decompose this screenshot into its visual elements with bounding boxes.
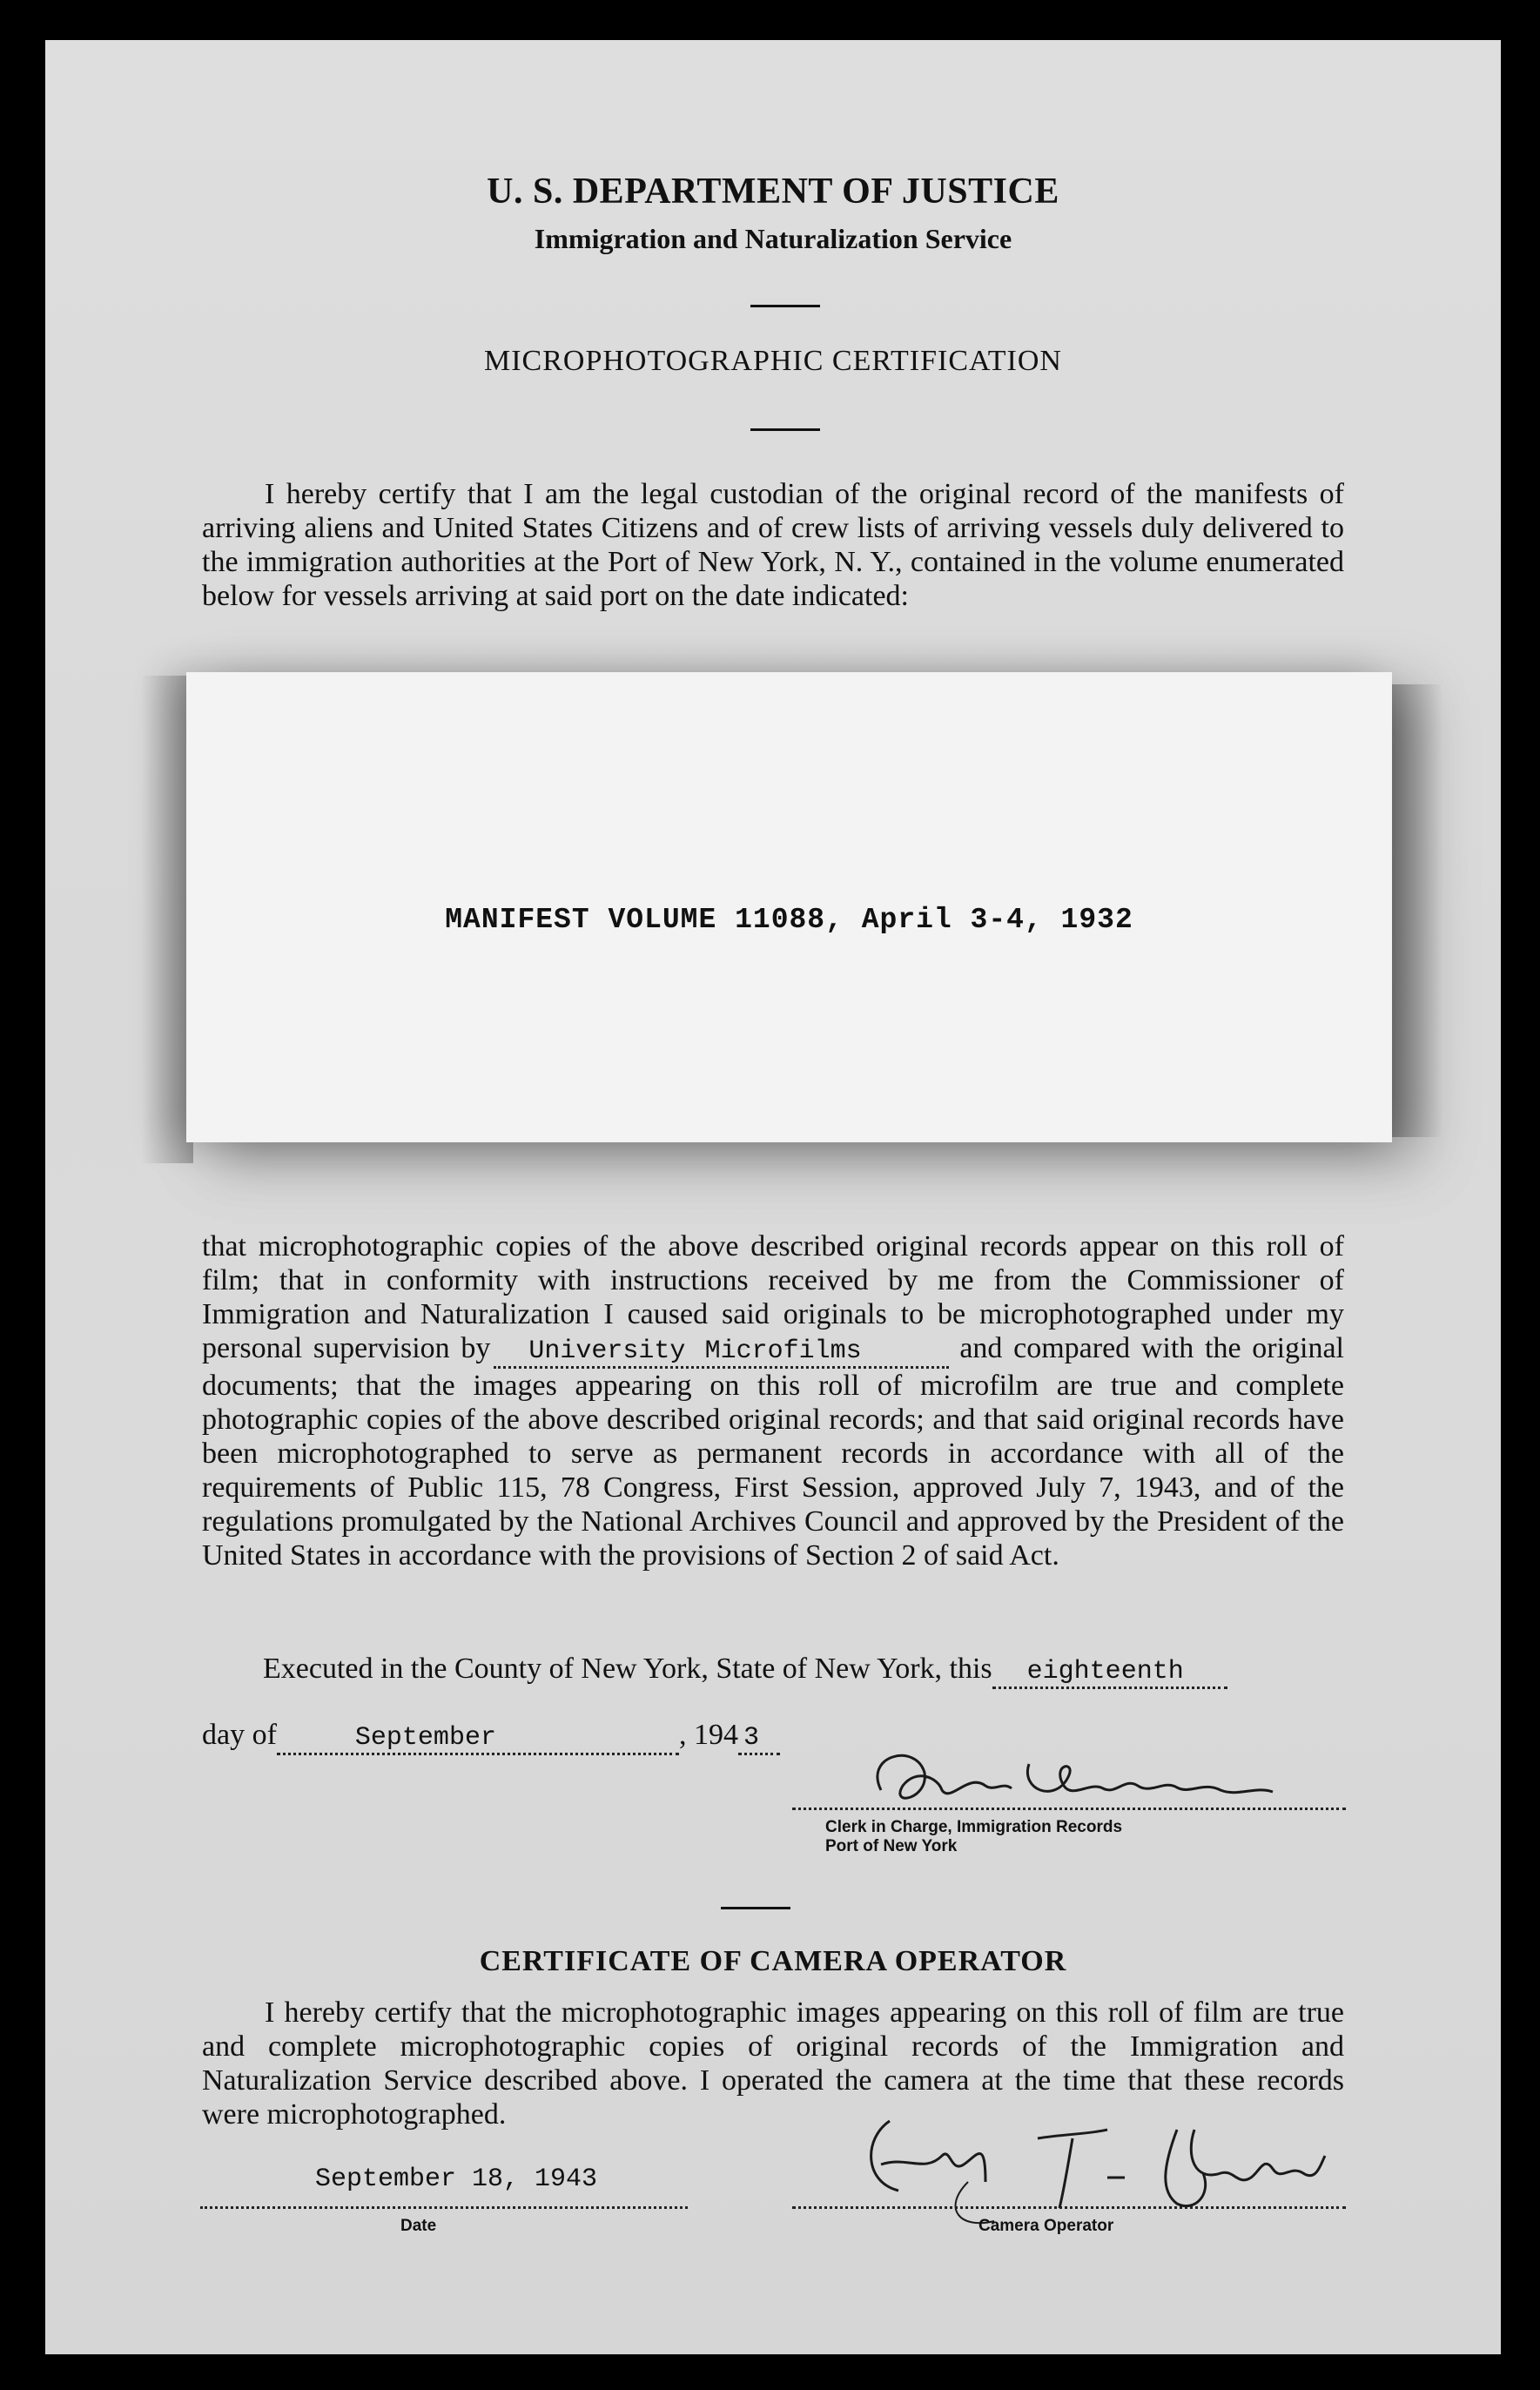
- title-divider: [750, 428, 820, 431]
- document-page: [45, 40, 1501, 2354]
- operator-date-line: [200, 2206, 688, 2209]
- year-digit-fill: 3: [738, 1723, 780, 1755]
- service-subheading: Immigration and Naturalization Service: [534, 223, 1012, 254]
- card-shadow: [1390, 684, 1442, 1137]
- day-of-label: day of: [202, 1719, 277, 1751]
- executed-text: Executed in the County of New York, State of New York, this: [263, 1653, 992, 1685]
- body-text-part1: that microphotographic copies of the above described original records appear on this roll of film; that in conformity with instructions received by me from the Commissioner of Immigration and Naturalization I caused said originals to be microphotographed under my personal supervision by: [202, 1230, 1344, 1364]
- clerk-title-line1: Clerk in Charge, Immigration Records: [825, 1818, 1123, 1836]
- section-divider: [721, 1907, 790, 1909]
- clerk-signature: [855, 1738, 1308, 1816]
- month-fill: September: [277, 1723, 679, 1755]
- operator-label: Camera Operator: [978, 2217, 1114, 2235]
- camera-operator-title: CERTIFICATE OF CAMERA OPERATOR: [479, 1945, 1067, 1977]
- header-divider: [750, 305, 820, 307]
- operator-signature: [846, 2104, 1334, 2234]
- clerk-title: [825, 1818, 1122, 1856]
- body-paragraph: [202, 1229, 1344, 1572]
- intro-paragraph: I hereby certify that I am the legal custodian of the original record of the manifests of arriving aliens and United States Citizens and of crew lists of arriving vessels duly delivered to the immigration authorities at the Port of New York, N. Y., contained in the volume enumerated below for vessels arriving at said port on the date indicated:: [202, 478, 1344, 612]
- clerk-title-line2: Port of New York: [825, 1837, 958, 1855]
- operator-date-fill: September 18, 1943: [315, 2164, 598, 2194]
- certification-title: MICROPHOTOGRAPHIC CERTIFICATION: [483, 345, 1062, 377]
- manifest-card: [186, 672, 1392, 1142]
- department-heading: U. S. DEPARTMENT OF JUSTICE: [487, 172, 1059, 212]
- manifest-volume-label: MANIFEST VOLUME 11088, April 3-4, 1932: [445, 904, 1133, 936]
- date-line: [202, 1719, 780, 1753]
- supervisor-fill: University Microfilms: [494, 1336, 948, 1369]
- camera-operator-paragraph: I hereby certify that the microphotographic images appearing on this roll of film are true and complete microphotographic copies of original records of the Immigration and Naturalization Service described above. I operated the camera at the time that these records were microphotographed.: [202, 1996, 1344, 2131]
- date-label: Date: [400, 2217, 437, 2235]
- executed-day-fill: eighteenth: [992, 1657, 1227, 1689]
- executed-line: [263, 1653, 1344, 1686]
- card-shadow: [141, 676, 193, 1163]
- body-text-part2: and compared with the original documents; that the images appearing on this roll of microfilm are true and complete photographic copies of the above described original records; and that said original records have been microphotographed to serve as permanent records in accordance with all of the requirements of Public 115, 78 Congress, First Session, approved July 7, 1943, and of the regulations promulgated by the National Archives Council and approved by the President of the United States in accordance with the provisions of Section 2 of said Act.: [202, 1332, 1344, 1572]
- year-prefix: , 194: [678, 1719, 738, 1751]
